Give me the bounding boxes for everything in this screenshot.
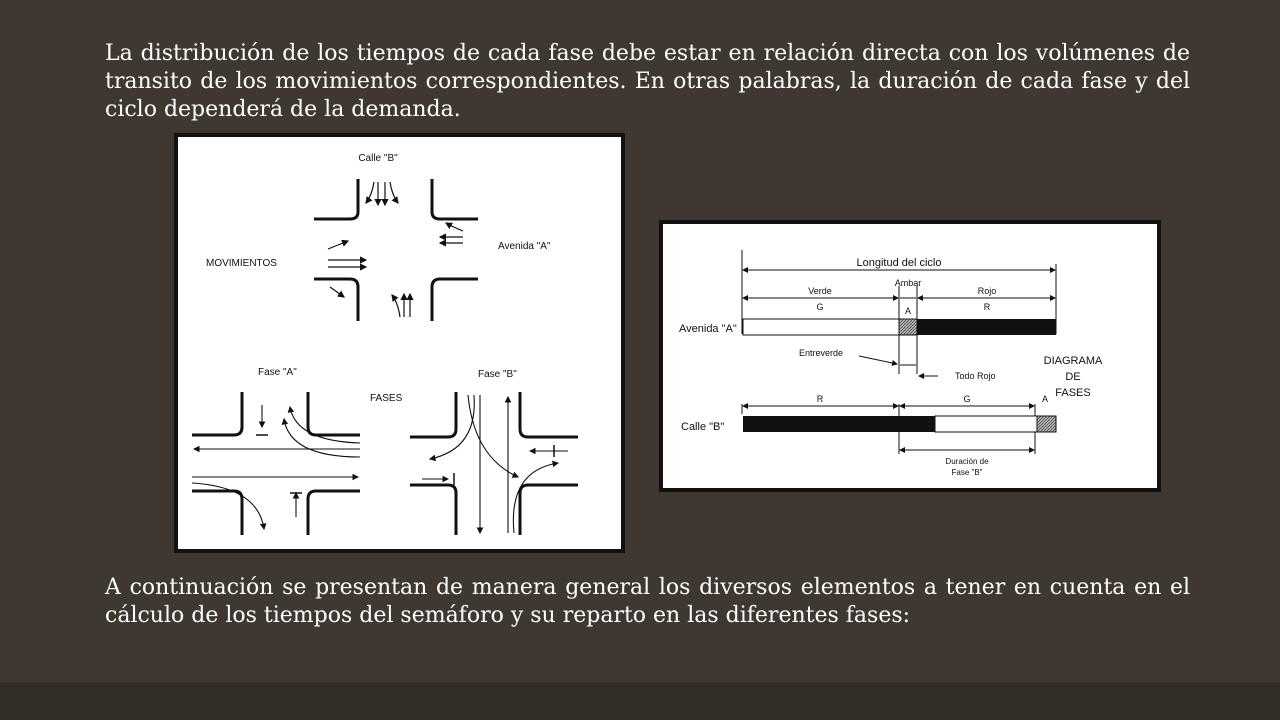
- label-duration-line2: Fase "B": [951, 468, 983, 477]
- label-phases: FASES: [370, 393, 403, 404]
- bar-street-green: [935, 416, 1037, 432]
- footer-bar: [0, 682, 1280, 720]
- movement-arrows: [328, 182, 463, 317]
- label-intergreen: Entreverde: [799, 348, 844, 358]
- label-movements: MOVIMIENTOS: [206, 258, 277, 269]
- title-diagram-line2: DE: [1065, 371, 1081, 383]
- bar-avenue-green: [743, 319, 899, 335]
- phase-a-arrows: [192, 405, 360, 529]
- label-phase-b: Fase "B": [478, 369, 517, 380]
- intro-paragraph: La distribución de los tiempos de cada fase debe estar en relación directa con los volúmenes de transito de los movimientos correspondientes. En otras palabras, la duración de cada fase y del ciclo dependerá de la demanda.: [105, 41, 1190, 122]
- label-avenue-a: Avenida "A": [679, 323, 737, 335]
- label-street-b: Calle "B": [358, 153, 398, 164]
- title-diagram-line3: FASES: [1055, 387, 1091, 399]
- bar-street-red: [743, 416, 935, 432]
- label-cycle-length: Longitud del ciclo: [856, 257, 942, 269]
- label-red: Rojo: [977, 286, 997, 296]
- label-street-b: Calle "B": [681, 421, 725, 433]
- label-amber: Ambar: [894, 278, 922, 288]
- label-street-b-r: R: [816, 394, 824, 404]
- label-street-b-a: A: [1041, 394, 1049, 404]
- bar-avenue-red: [917, 319, 1056, 335]
- outro-paragraph: A continuación se presentan de manera general los diversos elementos a tener en cuenta en el cálculo de los tiempos del semáforo y su reparto en las diferentes fases:: [105, 575, 1190, 628]
- phase-diagram-figure: [659, 220, 1161, 492]
- movements-phases-figure: [174, 133, 625, 553]
- label-avenue-a: Avenida "A": [498, 241, 551, 252]
- label-amber-abbr: A: [904, 306, 912, 316]
- phase-b-arrows: [422, 395, 568, 533]
- label-red-abbr: R: [983, 302, 991, 312]
- label-green: Verde: [808, 286, 832, 296]
- phase-diagram-svg: [663, 224, 1157, 488]
- movements-phases-svg: [178, 137, 621, 549]
- label-phase-a: Fase "A": [258, 367, 297, 378]
- label-duration-line1: Duración de: [945, 457, 989, 466]
- title-diagram-line1: DIAGRAMA: [1043, 355, 1103, 367]
- phase-a-intersection: [192, 392, 360, 535]
- label-street-b-g: G: [963, 394, 971, 404]
- bar-street-amber: [1037, 416, 1056, 432]
- bar-avenue-amber: [899, 319, 917, 335]
- label-all-red: Todo Rojo: [955, 371, 996, 381]
- label-green-abbr: G: [816, 302, 824, 312]
